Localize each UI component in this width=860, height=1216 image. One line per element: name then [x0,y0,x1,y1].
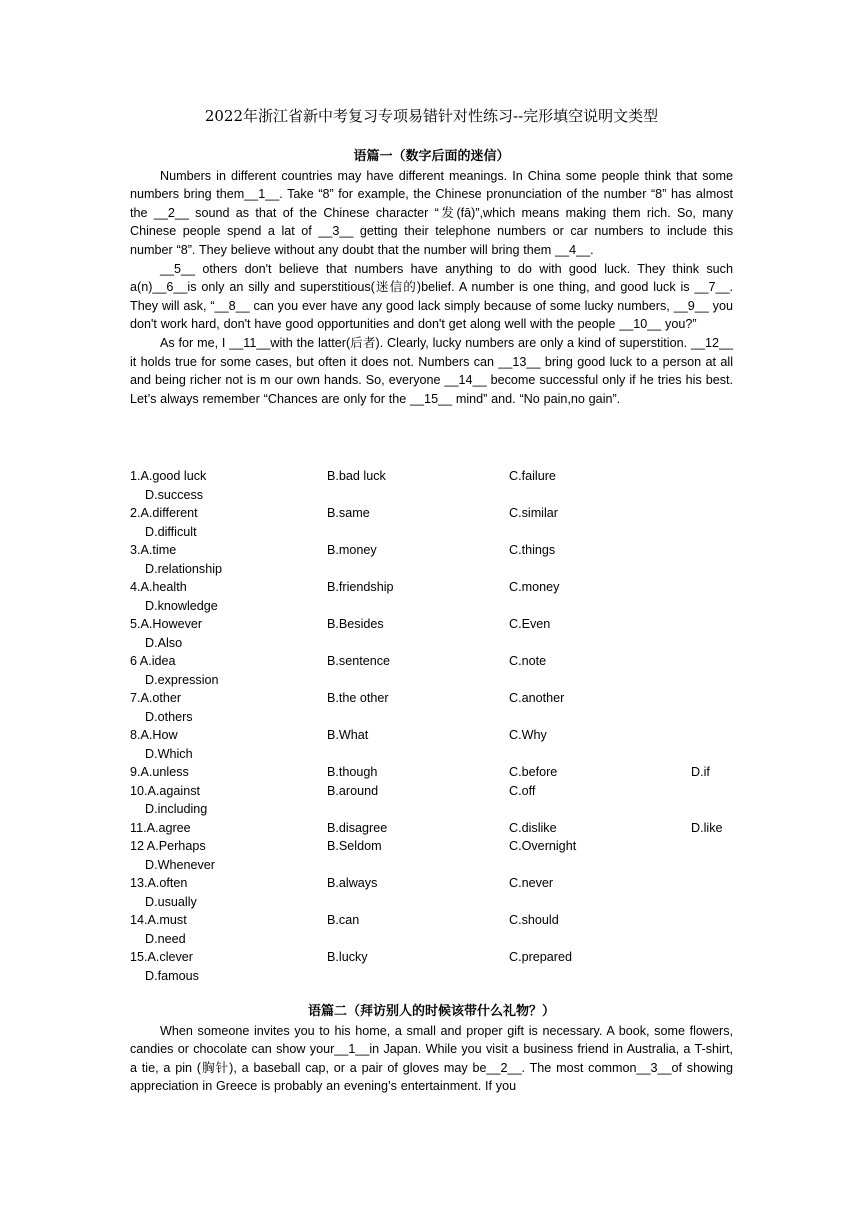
question-12-option-c: C.Overnight [509,839,577,854]
question-9-option-c: C.before [509,765,558,779]
passage-one-paragraph-3: As for me, I __11__with the latter(后者). Clearly, lucky numbers are only a kind of superstition. __12__ it holds true for some cases, but often it does not. Numbers can __13__ bring good luck to a person at all and being richer not is m our own hands. So, everyone __14__ become successful only if he tries his best. Let’s always remember “Chances are only for the __15__ mind” and. “No pain,no gain”. [130,335,737,406]
question-11-option-c: C.dislike [509,820,557,835]
passage-two-heading: 语篇二（拜访别人的时候该带什么礼物？） [307,1004,555,1019]
question-6-option-b: B.sentence [327,654,391,668]
question-8-options [130,726,733,763]
question-9-options [130,763,733,782]
question-12-option-d: D.Whenever [145,857,215,872]
question-15-options [130,948,733,985]
question-11-option-a: 11.A.agree [130,820,191,835]
question-15-option-d: D.famous [145,968,199,983]
question-3-options [130,541,733,578]
question-6-option-d: D.expression [145,672,219,687]
question-7-option-a: 7.A.other [130,691,182,705]
question-13-option-d: D.usually [145,894,197,909]
question-3-option-d: D.relationship [145,561,223,576]
question-4-options [130,578,733,615]
question-4-option-a: 4.A.health [130,580,187,594]
question-14-option-d: D.need [145,931,186,946]
question-13-option-c: C.never [509,876,554,891]
question-3-option-a: 3.A.time [130,543,177,557]
question-11-option-d: D.like [691,820,723,835]
document-title: 2022年浙江省新中考复习专项易错针对性练习--完形填空说明文类型 [204,107,659,125]
question-8-option-a: 8.A.How [130,728,178,742]
question-12-option-b: B.Seldom [327,839,382,854]
passage-one [130,148,737,408]
question-7-option-d: D.others [145,709,193,724]
question-5-options [130,615,733,652]
question-12-option-a: 12 A.Perhaps [130,839,206,854]
question-7-options [130,689,733,726]
question-11-option-b: B.disagree [327,820,388,835]
question-10-option-d: D.including [145,802,208,817]
question-5-option-c: C.Even [509,617,551,631]
question-6-option-c: C.note [509,654,547,668]
question-2-option-c: C.similar [509,506,558,520]
question-13-option-a: 13.A.often [130,876,188,891]
question-7-option-b: B.the other [327,691,389,705]
question-8-option-b: B.What [327,728,369,742]
question-10-option-c: C.off [509,783,536,798]
question-2-option-d: D.difficult [145,524,197,539]
question-5-option-a: 5.A.However [130,617,203,631]
question-8-option-c: C.Why [509,728,547,742]
passage-two [130,1003,737,1096]
question-13-options [130,874,733,911]
question-1-options [130,467,733,504]
question-14-options [130,911,733,948]
question-1-option-c: C.failure [509,469,556,483]
question-5-option-d: D.Also [145,635,183,650]
question-14-option-a: 14.A.must [130,913,187,928]
question-9-option-d: D.if [691,765,710,779]
question-14-option-c: C.should [509,913,559,928]
answer-options [130,467,733,985]
question-8-option-d: D.Which [145,746,193,761]
question-5-option-b: B.Besides [327,617,384,631]
question-4-option-b: B.friendship [327,580,394,594]
question-1-option-b: B.bad luck [327,469,386,483]
question-10-options [130,782,733,819]
question-14-option-b: B.can [327,913,360,928]
question-12-options [130,837,733,874]
question-6-option-a: 6 A.idea [130,654,176,668]
question-4-option-c: C.money [509,580,560,594]
question-10-option-a: 10.A.against [130,783,201,798]
question-9-option-a: 9.A.unless [130,765,189,779]
question-7-option-c: C.another [509,691,565,705]
question-3-option-b: B.money [327,543,377,557]
passage-one-heading: 语篇一（数字后面的迷信） [353,149,510,164]
question-15-option-c: C.prepared [509,950,573,965]
question-2-option-a: 2.A.different [130,506,198,520]
passage-one-paragraph-1: Numbers in different countries may have different meanings. In China some people think that some numbers bring them__1__. Take “8” for example, the Chinese pronunciation of the number “8” has almost the __2__ sound as that of the Chinese character “发(fā)”,which means making them rich. So, many Chinese people spend a lat of __3__ getting their telephone numbers or car numbers to include this number “8”. They believe without any doubt that the number will bring them __4__. [130,168,737,257]
question-1-option-a: 1.A.good luck [130,469,207,483]
passage-one-paragraph-2: __5__ others don't believe that numbers have anything to do with good luck. They think such a(n)__6__is only an silly and superstitious(迷信的)belief. A number is one thing, and good luck is __7__. They will ask, “__8__ can you ever have any good lack simply because of some lucky numbers, __9__ you don't work hard, don't have good opportunities and don't get along well with the people __10__ you?” [130,261,737,332]
question-11-options [130,819,733,838]
question-2-option-b: B.same [327,506,370,520]
question-6-options [130,652,733,689]
question-3-option-c: C.things [509,543,556,557]
passage-two-paragraph-1: When someone invites you to his home, a small and proper gift is necessary. A book, some flowers, candies or chocolate can show your__1__in Japan. While you visit a business friend in Australia, a T-shirt, a tie, a pin (胸针), a baseball cap, or a pair of gloves may be__2__. The most common__3__of showing appreciation in Greece is probably an evening’s entertainment. If you [130,1023,737,1094]
question-13-option-b: B.always [327,876,378,891]
question-1-option-d: D.success [145,487,204,502]
question-4-option-d: D.knowledge [145,598,218,613]
question-2-options [130,504,733,541]
question-15-option-a: 15.A.clever [130,950,193,965]
question-10-option-b: B.around [327,783,379,798]
question-9-option-b: B.though [327,765,378,779]
question-15-option-b: B.lucky [327,950,368,965]
